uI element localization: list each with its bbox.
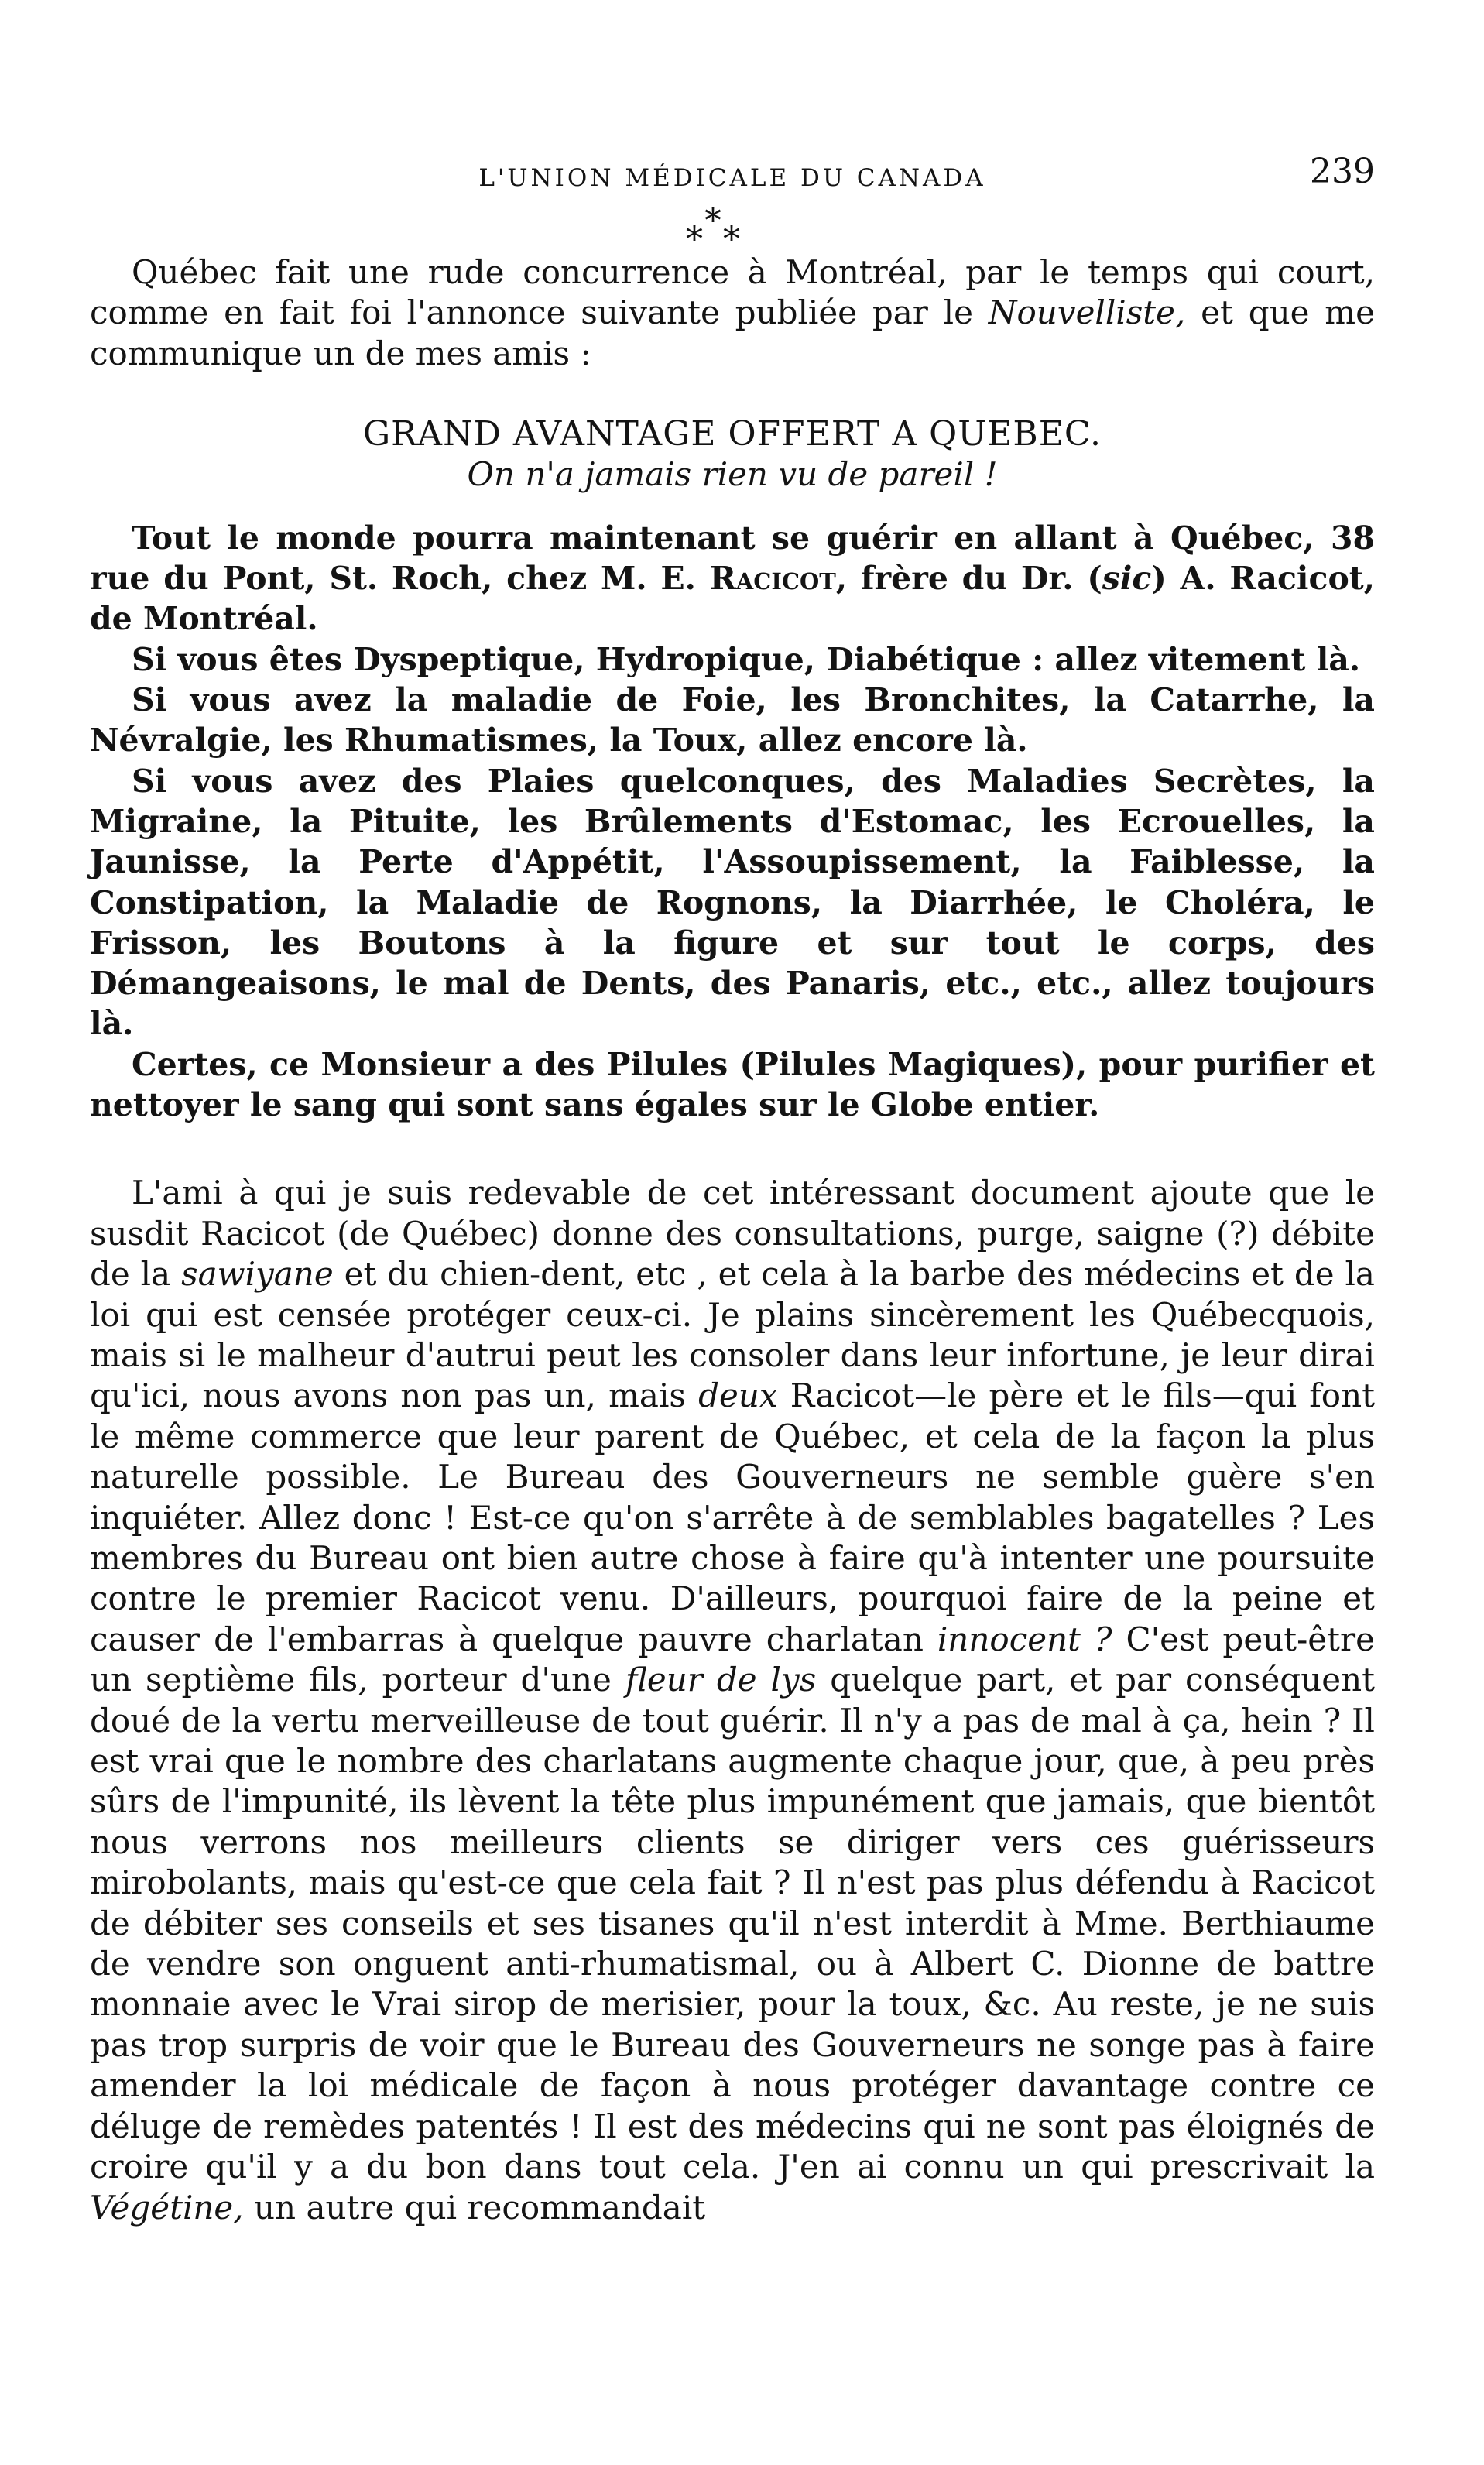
commentary-text: quelque part, et par conséquent doué de la vertu merveilleuse de tout guérir. Il n'y a pas de mal à ça, hein ? Il est vrai que le nombre des charlatans augmente chaque jour, que, à peu près sûrs de l'impunité, ils lèvent la tête plus impunément que jamais, que bientôt nous verrons nos meilleurs clients se diriger vers ces guérisseurs mirobolants, mais qu'est-ce que cela fait ? Il n'est pas plus défendu à Racicot de débiter ses conseils et ses tisanes qu'il n'est interdit à Mme. Berthiaume de vendre son onguent anti-rhumatismal, ou à Albert C. Dionne de battre monnaie avec le Vrai sirop de merisier, pour la toux, &c. Au reste, je ne suis pas trop surpris de voir que le Bureau des Gouverneurs ne songe pas à faire amender la loi médicale de façon à nous protéger davantage contre ce déluge de remèdes patentés ! Il est des médecins qui ne sont pas éloignés de croire qu'il y a du bon dans tout cela. J'en ai connu un qui prescrivait la [90,1661,1376,2186]
commentary-text: C'est peut-être un septième fils, porteur d'une [90,1620,1375,1699]
intro-paragraph [90,252,1375,374]
italic-term: innocent ? [937,1620,1112,1658]
commentary-text: Racicot—le père et le fils—qui font le même commerce que leur parent de Québec, et cela de la façon la plus naturelle possible. Le Bureau des Gouverneurs ne semble guère s'en inquiéter. Allez donc ! Est-ce qu'on s'arrête à de semblables bagatelles ? Les membres du Bureau ont bien autre chose à faire qu'à intenter une poursuite contre le premier Racicot venu. D'ailleurs, pourquoi faire de la peine et causer de l'embarras à quelque pauvre charlatan [90,1376,1375,1658]
sic-note: sic [1102,560,1152,598]
running-title: L'UNION MÉDICALE DU CANADA [478,164,986,192]
advertisement-paragraph: Si vous avez des Plaies quelconques, des Maladies Secrètes, la Migraine, la Pituite, les Brûlements d'Estomac, les Ecrouelles, la Jaunisse, la Perte d'Appétit, l'Assoupissement, la Faiblesse, la Constipation, la Maladie de Rognons, la Diarrhée, le Choléra, le Frisson, les Boutons à la figure et sur tout le corps, des Démangeaisons, le mal de Dents, des Panaris, etc., etc., allez toujours là. [90,762,1375,1043]
journal-name: Nouvelliste, [988,293,1186,332]
italic-term: fleur de lys [625,1661,817,1699]
asterisk: * [686,220,703,259]
commentary-text: un autre qui recommandait [254,2188,706,2227]
italic-term: Végétine, [90,2188,244,2227]
commentary-text: L'ami à qui je suis redevable de cet intéressant document ajoute que le susdit Racicot (de Québec) donne des consultations, purge, saigne (?) débite de la [90,1174,1375,1294]
asterisk: * [723,220,740,259]
ad-text: frère du Dr. ( [860,560,1102,598]
section-spacer [90,1125,1375,1173]
advertisement-paragraph: Si vous êtes Dyspeptique, Hydropique, Diabétique : allez vitement là. [132,640,1361,678]
advertisement-subheading: On n'a jamais rien vu de pareil ! [467,454,998,493]
commentary-text: et du chien-dent, etc , et cela à la barbe des médecins et de la loi qui est censée protéger ceux-ci. Je plains sincèrement les Québecquois, mais si le malheur d'autrui peut les consoler dans leur infortune, je leur dirai qu'ici, nous avons non pas un, mais [90,1255,1375,1415]
advertisement-paragraph: Si vous avez la maladie de Foie, les Bronchites, la Catarrhe, la Névralgie, les Rhumatismes, la Toux, allez encore là. [90,681,1375,759]
page [90,147,1375,2228]
italic-term: deux [698,1376,778,1415]
advertisement-heading: GRAND AVANTAGE OFFERT A QUEBEC. [363,413,1102,454]
running-header [90,147,1375,204]
asterisk: * [704,201,721,241]
advertisement-paragraph [90,518,1375,639]
ad-text: ) A. Racicot, de Montréal. [90,560,1376,638]
ad-name: Racicot, [709,560,848,598]
intro-text: Québec fait une rude concurrence à Montréal, par le temps qui court, comme en fait foi l'annonce suivante publiée par le [90,253,1375,332]
italic-term: sawiyane [181,1255,334,1294]
commentary-paragraph [90,1173,1375,2228]
asterism-separator [90,201,1375,259]
intro-end: et que me communique un de mes amis : [90,293,1375,372]
advertisement-paragraph: Certes, ce Monsieur a des Pilules (Pilules Magiques), pour purifier et nettoyer le sang qui sont sans égales sur le Globe entier. [90,1045,1375,1124]
ad-text: Tout le monde pourra maintenant se guérir en allant à Québec, 38 rue du Pont, St. Roch, chez M. E. [90,519,1375,598]
page-number: 239 [1310,152,1375,191]
